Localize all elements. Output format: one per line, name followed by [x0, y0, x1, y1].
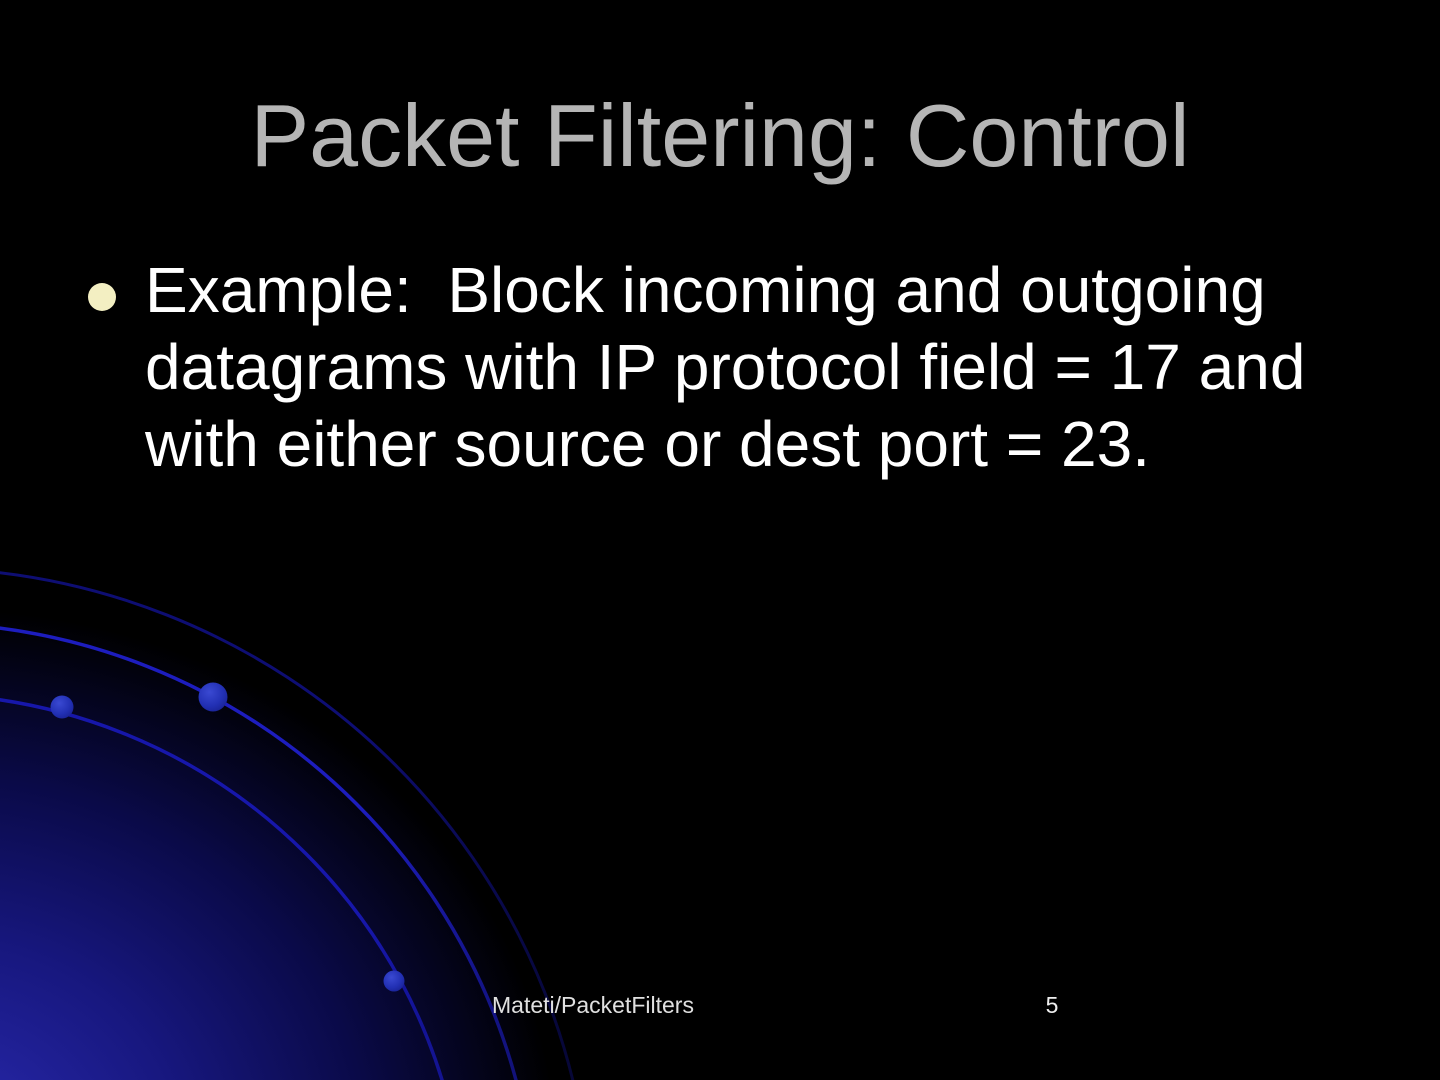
- bullet-line-1: Example: Block incoming and outgoing: [145, 254, 1266, 326]
- bullet-item: [88, 252, 1378, 483]
- bullet-marker-icon: [88, 283, 116, 311]
- footer-label: Mateti/PacketFilters: [492, 992, 694, 1018]
- bullet-line-2: datagrams with IP protocol field = 17 and: [145, 331, 1306, 403]
- node-dot-icon: [384, 971, 405, 992]
- bullet-line-3: with either source or dest port = 23.: [145, 408, 1150, 480]
- bullet-text: [145, 252, 1305, 483]
- page-number: 5: [1045, 992, 1059, 1018]
- node-dot-icon: [51, 696, 74, 719]
- slide-body: [88, 252, 1378, 483]
- slide-title: Packet Filtering: Control: [250, 86, 1190, 185]
- node-dot-icon: [199, 683, 228, 712]
